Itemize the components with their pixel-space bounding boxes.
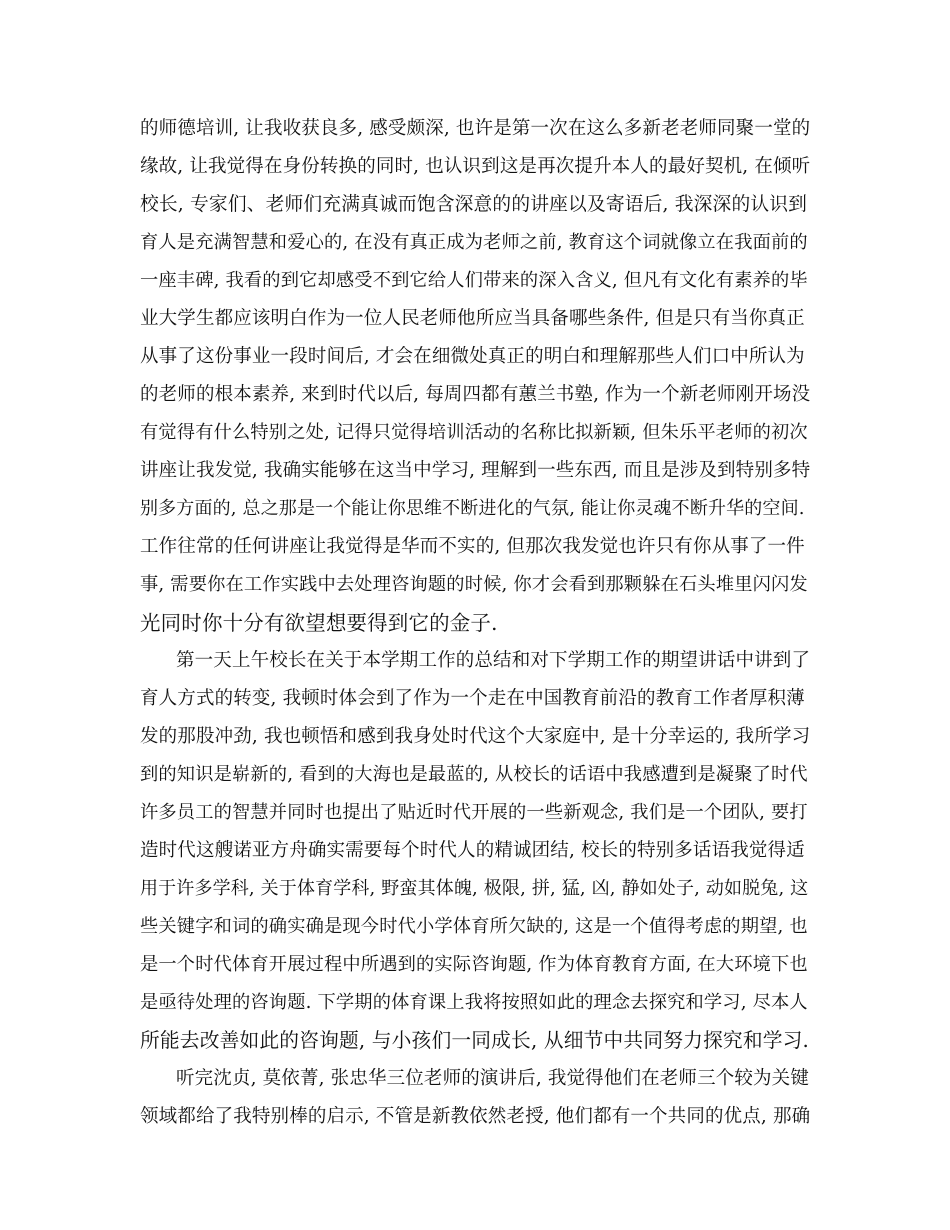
- paragraph-first-line: 第一天上午校长在关于本学期工作的总结和对下学期工作的期望讲话中讲到了: [176, 650, 811, 671]
- text-line: 光同时你十分有欲望想要得到它的金子.: [140, 611, 498, 635]
- text-line: 工作往常的任何讲座让我觉得是华而不实的, 但那次我发觉也许只有你从事了一件: [140, 536, 805, 557]
- text-line: 缘故, 让我觉得在身份转换的同时, 也认识到这是再次提升本人的最好契机, 在倾听: [140, 156, 811, 177]
- text-line: 造时代这艘诺亚方舟确实需要每个时代人的精诚团结, 校长的特别多话语我觉得适: [140, 840, 805, 861]
- text-line: 用于许多学科, 关于体育学科, 野蛮其体魄, 极限, 拼, 猛, 凶, 静如处子, 动如脱兔, 这: [140, 878, 809, 899]
- text-line: 育人是充满智慧和爱心的, 在没有真正成为老师之前, 教育这个词就像立在我面前的: [140, 232, 808, 253]
- text-line: 到的知识是崭新的, 看到的大海也是最蓝的, 从校长的话语中我感遭到是凝聚了时代: [140, 764, 808, 785]
- text-line: 的老师的根本素养, 来到时代以后, 每周四都有蕙兰书塾, 作为一个新老师刚开场没: [140, 384, 811, 405]
- text-line: 校长, 专家们、老师们充满真诚而饱含深意的的讲座以及寄语后, 我深深的认识到: [140, 194, 808, 215]
- text-line: 是亟待处理的咨询题. 下学期的体育课上我将按照如此的理念去探究和学习, 尽本人: [140, 992, 808, 1013]
- paragraph-first-line: 听完沈贞, 莫依菁, 张忠华三位老师的演讲后, 我觉得他们在老师三个较为关键: [176, 1068, 809, 1089]
- text-line: 领域都给了我特别棒的启示, 不管是新教依然老授, 他们都有一个共同的优点, 那确: [140, 1106, 811, 1127]
- text-line: 从事了这份事业一段时间后, 才会在细微处真正的明白和理解那些人们口中所认为: [140, 346, 805, 367]
- text-line: 发的那股冲劲, 我也顿悟和感到我身处时代这个大家庭中, 是十分幸运的, 我所学习: [140, 726, 811, 747]
- text-line: 是一个时代体育开展过程中所遇到的实际咨询题, 作为体育教育方面, 在大环境下也: [140, 954, 808, 975]
- text-line: 的师德培训, 让我收获良多, 感受颇深, 也许是第一次在这么多新老老师同聚一堂的: [140, 118, 811, 139]
- text-line: 讲座让我发觉, 我确实能够在这当中学习, 理解到一些东西, 而且是涉及到特别多特: [140, 460, 811, 481]
- text-line: 育人方式的转变, 我顿时体会到了作为一个走在中国教育前沿的教育工作者厚积薄: [140, 688, 805, 709]
- text-line: 别多方面的, 总之那是一个能让你思维不断进化的气氛, 能让你灵魂不断升华的空间.: [140, 498, 805, 519]
- text-line: 许多员工的智慧并同时也提出了贴近时代开展的一些新观念, 我们是一个团队, 要打: [140, 802, 808, 823]
- text-line: 业大学生都应该明白作为一位人民老师他所应当具备哪些条件, 但是只有当你真正: [140, 308, 805, 329]
- text-line: 有觉得有什么特别之处, 记得只觉得培训活动的名称比拟新颖, 但朱乐平老师的初次: [140, 422, 808, 443]
- text-line: 些关键字和词的确实确是现今时代小学体育所欠缺的, 这是一个值得考虑的期望, 也: [140, 916, 808, 937]
- text-line: 事, 需要你在工作实践中去处理咨询题的时候, 你才会看到那颗躲在石头堆里闪闪发: [140, 574, 808, 595]
- text-line: 所能去改善如此的咨询题, 与小孩们一同成长, 从细节中共同努力探究和学习.: [140, 1029, 809, 1052]
- text-line: 一座丰碑, 我看的到它却感受不到它给人们带来的深入含义, 但凡有文化有素养的毕: [140, 270, 808, 291]
